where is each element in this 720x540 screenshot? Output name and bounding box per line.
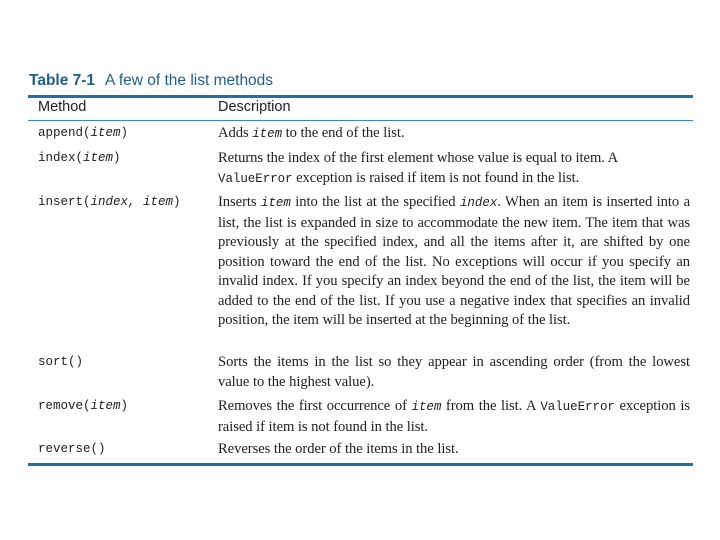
top-rule (28, 95, 693, 98)
description-cell: Removes the first occurrence of item from the list. A ValueError exception is raised if item is not found in the list. (218, 398, 690, 435)
description-cell: Adds item to the end of the list. (218, 125, 405, 141)
bottom-rule (28, 463, 693, 466)
description-cell: Reverses the order of the items in the list. (218, 441, 459, 457)
method-cell: remove(item) (38, 399, 129, 413)
method-cell: index(item) (38, 151, 121, 165)
method-cell: insert(index, item) (38, 195, 181, 209)
method-cell: reverse() (38, 442, 106, 456)
description-cell: Sorts the items in the list so they appear in ascending order (from the lowest value to the highest value). (218, 354, 690, 390)
method-cell: sort() (38, 355, 84, 369)
table-caption (29, 72, 273, 94)
method-cell: append(item) (38, 126, 129, 140)
description-cell: Inserts item into the list at the specified index. When an item is inserted into a list, the list is expanded in size to accommodate the new item. The item that was previously at the specified index, and all the items after it, are shifted by one position toward the end of the list. No exceptions will occur if you specify an invalid index. If you specify an index beyond the end of the list, the item will be added to the end of the list. If you use a negative index that specifies an invalid position, the item will be inserted at the beginning of the list. (218, 194, 691, 328)
header-rule (28, 120, 693, 121)
table-number: Table 7-1 (29, 72, 96, 89)
header-description: Description (218, 99, 291, 115)
table-title: A few of the list methods (105, 72, 274, 89)
description-cell: Returns the index of the first element whose value is equal to item. A ValueError exception is raised if item is not found in the list. (218, 150, 619, 186)
header-method: Method (38, 99, 87, 115)
